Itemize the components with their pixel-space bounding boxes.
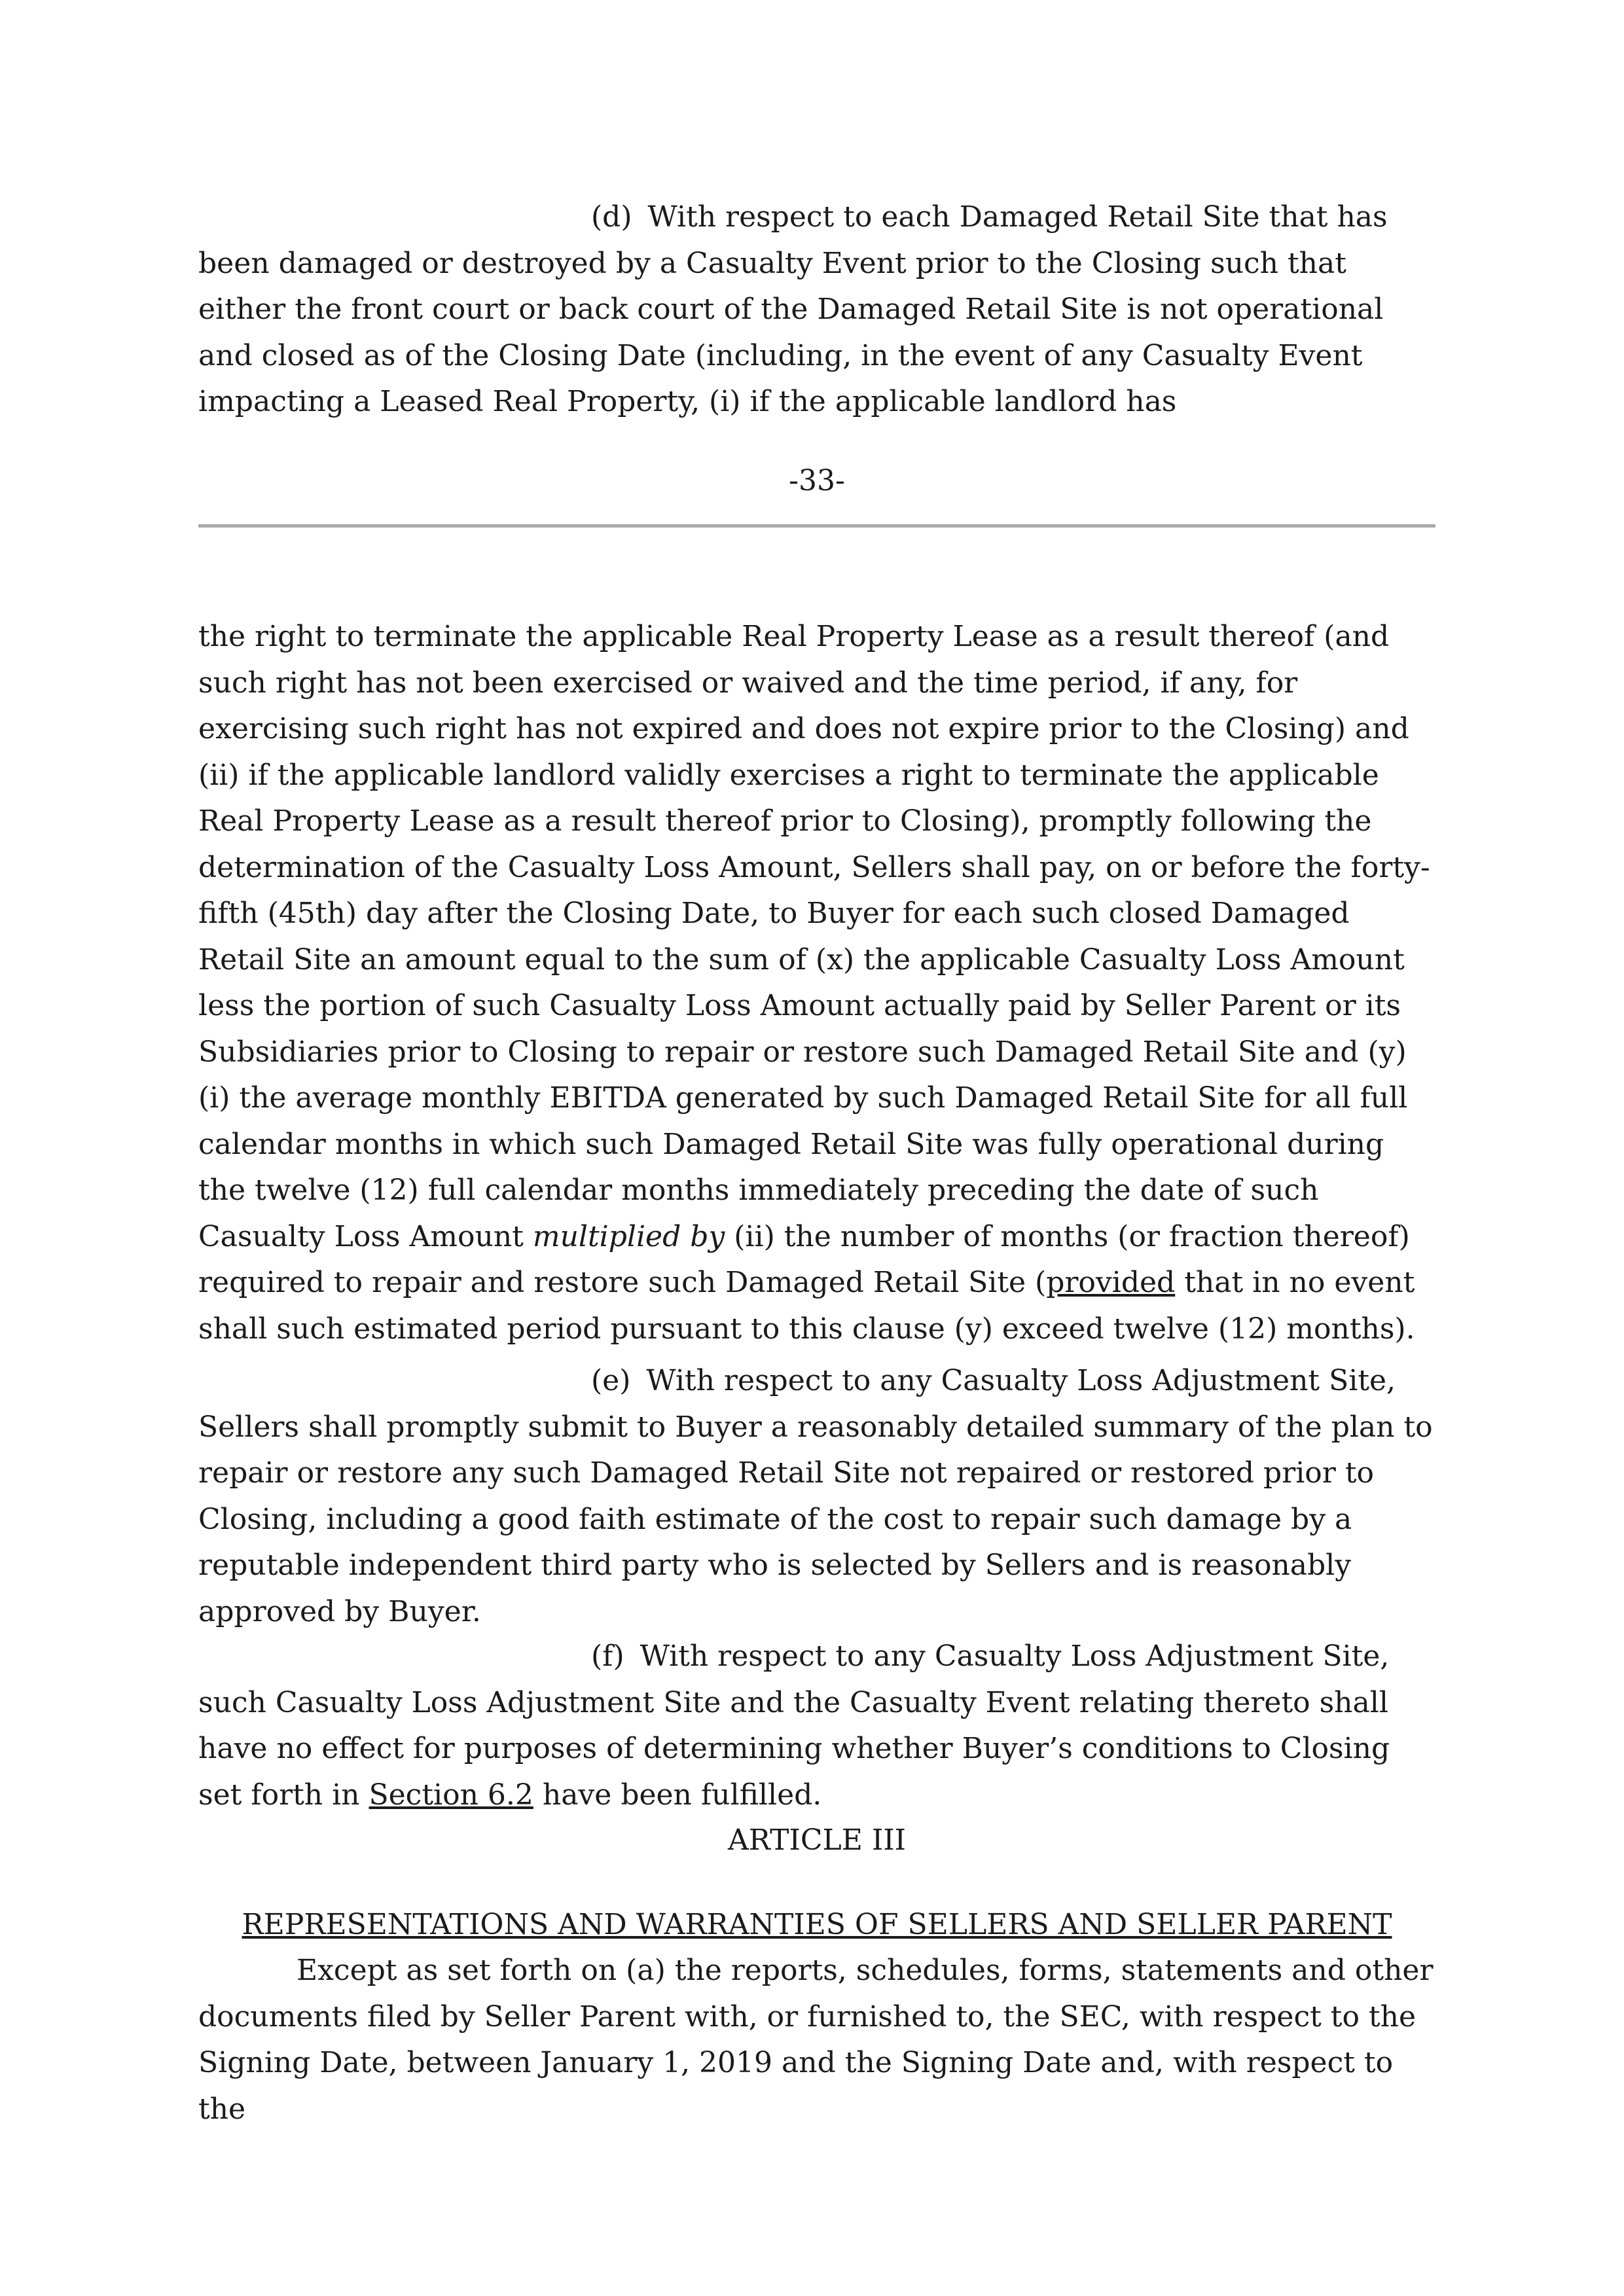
provided-term: provided bbox=[1046, 1266, 1176, 1299]
section-d-continued-text-3: that in no event shall such estimated period pursuant to this clause (y) exceed twelve (12) months). bbox=[198, 1266, 1415, 1346]
page-divider bbox=[198, 524, 1435, 528]
article-number-heading: ARTICLE III bbox=[728, 1823, 906, 1857]
section-d-continued-text-1: the right to terminate the applicable Real Property Lease as a result thereof (and such right has not been exercised or waived and the time period, if any, for exercising such right has not expired and does not expire prior to the Closing) and (ii) if the applicable landlord validly exercises a right to terminate the applicable Real Property Lease as a result thereof prior to Closing), promptly following the determination of the Casualty Loss Amount, Sellers shall pay, on or before the forty-fifth (45th) day after the Closing Date, to Buyer for each such closed Damaged Retail Site an amount equal to the sum of (x) the applicable Casualty Loss Amount less the portion of such Casualty Loss Amount actually paid by Seller Parent or its Subsidiaries prior to Closing to repair or restore such Damaged Retail Site and (y) (i) the average monthly EBITDA generated by such Damaged Retail Site for all full calendar months in which such Damaged Retail Site was fully operational during the twelve (12) full calendar months immediately preceding the date of such Casualty Loss Amount bbox=[198, 620, 1430, 1253]
multiplied-by-emphasis: multiplied by bbox=[532, 1219, 725, 1253]
article-intro-paragraph: Except as set forth on (a) the reports, schedules, forms, statements and other documents filed by Seller Parent with, or furnished to, the SEC, with respect to the Signing Date, between January 1, 2019 and the Signing Date and, with respect to the bbox=[198, 1954, 1434, 2126]
section-d-text: With respect to each Damaged Retail Site that has been damaged or destroyed by a Casualty Event prior to the Closing such that either the front court or back court of the Damaged Retail Site is not operational and closed as of the Closing Date (including, in the event of any Casualty Event impacting a Leased Real Property, (i) if the applicable landlord has bbox=[198, 200, 1388, 418]
section-f-text-2: have been fulfilled. bbox=[533, 1778, 822, 1812]
section-f-number: (f) bbox=[591, 1640, 624, 1673]
section-e-text: With respect to any Casualty Loss Adjustment Site, Sellers shall promptly submit to Buyer a reasonably detailed summary of the plan to repair or restore any such Damaged Retail Site not repaired or restored prior to Closing, including a good faith estimate of the cost to repair such damage by a reputable independent third party who is selected by Sellers and is reasonably approved by Buyer. bbox=[198, 1364, 1433, 1628]
section-f-paragraph bbox=[198, 1634, 1435, 1818]
page-number: -33- bbox=[789, 464, 845, 497]
section-f-text-1: With respect to any Casualty Loss Adjustment Site, such Casualty Loss Adjustment Site and the Casualty Event relating thereto shall have no effect for purposes of determining whether Buyer’s conditions to Closing set forth in bbox=[198, 1640, 1390, 1812]
section-6-2-reference[interactable]: Section 6.2 bbox=[369, 1778, 533, 1812]
section-d-continued-paragraph bbox=[198, 614, 1435, 1352]
section-d-paragraph bbox=[198, 194, 1435, 425]
section-d-number: (d) bbox=[591, 200, 632, 234]
section-d-continued-text-2: (ii) the number of months (or fraction thereof) required to repair and restore such Damaged Retail Site ( bbox=[198, 1219, 1410, 1299]
article-title-heading: REPRESENTATIONS AND WARRANTIES OF SELLERS AND SELLER PARENT bbox=[242, 1908, 1392, 1941]
section-e-number: (e) bbox=[591, 1364, 631, 1397]
section-e-paragraph bbox=[198, 1358, 1435, 1635]
